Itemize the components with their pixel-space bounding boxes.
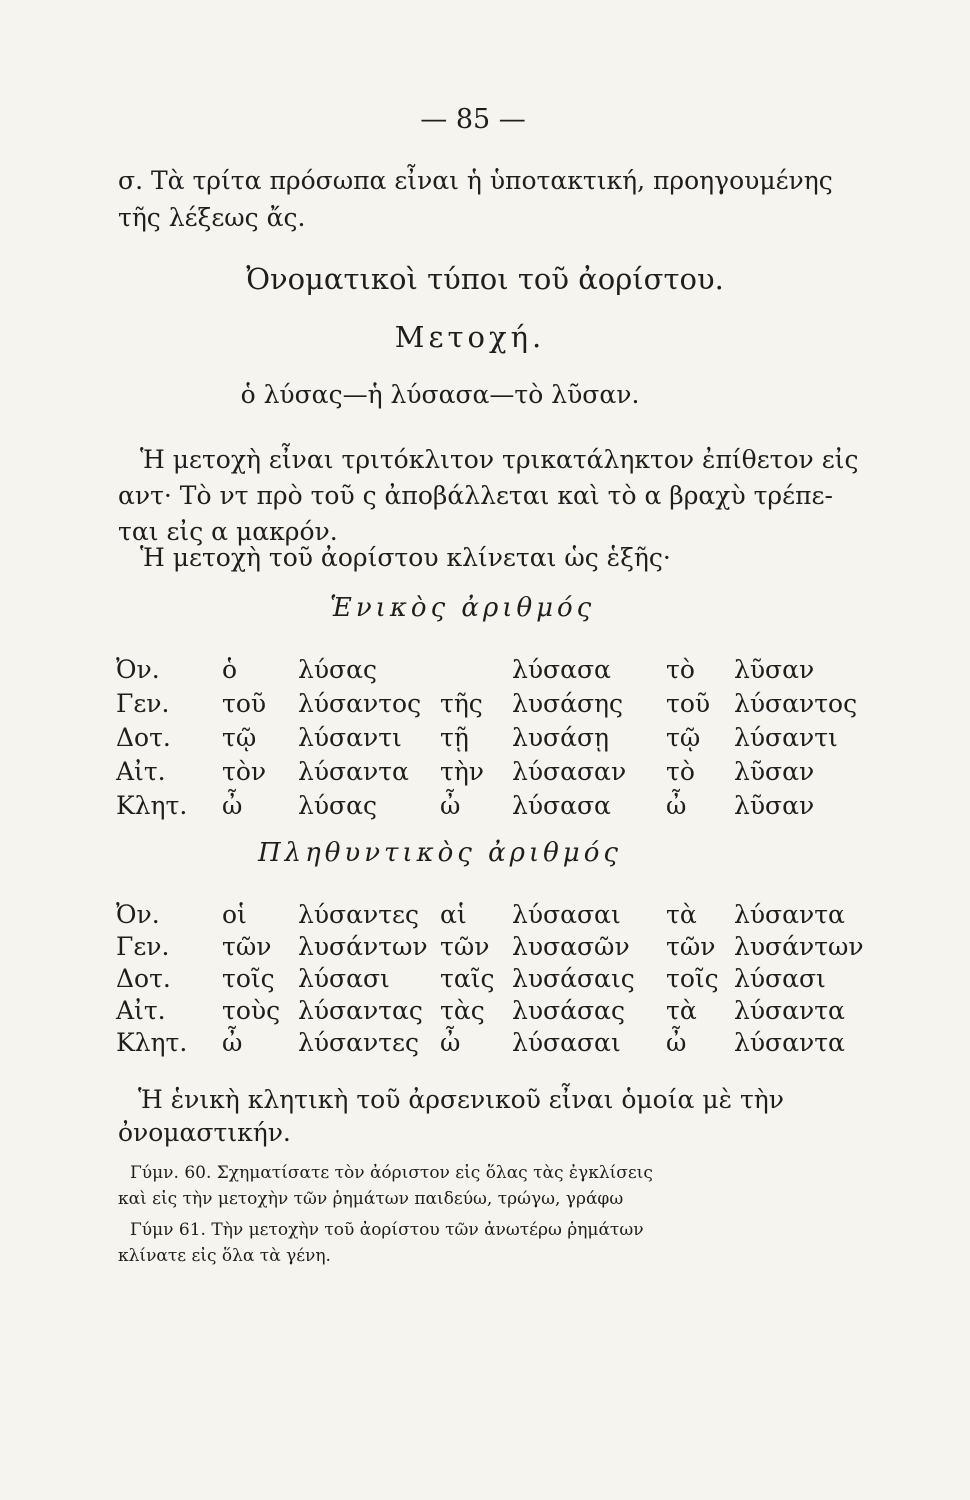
plural-row5-fem-form: λύσασαι (512, 1028, 621, 1057)
plural-row5-masc-form: λύσαντες (298, 1028, 419, 1057)
singular-row4-neut-form: λῦσαν (734, 757, 815, 786)
singular-row2-masc-article: τοῦ (222, 689, 267, 718)
singular-row2-neut-article: τοῦ (666, 689, 711, 718)
plural-row2-masc-form: λυσάντων (298, 932, 428, 961)
exercise-61-line1: Γύμν 61. Τὴν μετοχὴν τοῦ ἀορίστου τῶν ἀνωτέρω ῥημάτων (130, 1220, 644, 1240)
plural-row3-fem-form: λυσάσαις (512, 964, 635, 993)
para2-line3: ται εἰς α μακρόν. (118, 517, 338, 546)
plural-row2-neut-form: λυσάντων (734, 932, 864, 961)
singular-row5-masc-form: λύσας (298, 791, 377, 820)
plural-row2-case-label: Γεν. (116, 932, 170, 961)
singular-heading: Ἑνικὸς ἀριθμός (330, 593, 596, 623)
plural-row4-case-label: Αἰτ. (116, 996, 166, 1025)
singular-row4-masc-form: λύσαντα (298, 757, 409, 786)
singular-row2-fem-form: λυσάσης (512, 689, 624, 718)
plural-row2-neut-article: τῶν (666, 932, 716, 961)
plural-row3-neut-form: λύσασι (734, 964, 826, 993)
para2-line1: Ἡ μετοχὴ εἶναι τριτόκλιτον τρικατάληκτον ἐπίθετον εἰς (140, 445, 859, 474)
forms-line: ὁ λύσας—ἡ λύσασα—τὸ λῦσαν. (240, 380, 640, 409)
singular-row5-case-label: Κλητ. (116, 791, 188, 820)
para4-line2: ὀνομαστικήν. (118, 1118, 291, 1147)
plural-row2-masc-article: τῶν (222, 932, 272, 961)
plural-row3-case-label: Δοτ. (116, 964, 171, 993)
plural-row4-masc-article: τοὺς (222, 996, 281, 1025)
para4-line1: Ἡ ἑνικὴ κλητικὴ τοῦ ἀρσενικοῦ εἶναι ὁμοία μὲ τὴν (138, 1085, 784, 1114)
plural-row1-neut-article: τὰ (666, 900, 697, 929)
singular-row1-masc-form: λύσας (298, 655, 377, 684)
singular-row4-neut-article: τὸ (666, 757, 695, 786)
singular-row4-case-label: Αἰτ. (116, 757, 166, 786)
singular-row1-case-label: Ὀν. (116, 655, 160, 684)
page-number: — 85 — (420, 104, 526, 135)
exercise-60-line2: καὶ εἰς τὴν μετοχὴν τῶν ῥημάτων παιδεύω, τρώγω, γράφω (118, 1189, 624, 1209)
plural-row4-fem-form: λυσάσας (512, 996, 625, 1025)
para3-line: Ἡ μετοχὴ τοῦ ἀορίστου κλίνεται ὡς ἑξῆς· (140, 543, 671, 572)
plural-row3-neut-article: τοῖς (666, 964, 719, 993)
singular-row3-fem-form: λυσάσῃ (512, 723, 610, 752)
singular-row5-neut-article: ὦ (666, 791, 687, 820)
plural-row5-fem-article: ὦ (440, 1028, 461, 1057)
singular-row2-case-label: Γεν. (116, 689, 170, 718)
singular-row4-fem-form: λύσασαν (512, 757, 627, 786)
singular-row1-fem-form: λύσασα (512, 655, 611, 684)
plural-row1-neut-form: λύσαντα (734, 900, 845, 929)
plural-row2-fem-article: τῶν (440, 932, 490, 961)
plural-row5-neut-article: ὦ (666, 1028, 687, 1057)
singular-row3-neut-form: λύσαντι (734, 723, 838, 752)
singular-row3-masc-form: λύσαντι (298, 723, 402, 752)
plural-row3-masc-article: τοῖς (222, 964, 275, 993)
plural-row4-neut-article: τὰ (666, 996, 697, 1025)
singular-row2-neut-form: λύσαντος (734, 689, 858, 718)
singular-row1-masc-article: ὁ (222, 655, 238, 684)
plural-row5-neut-form: λύσαντα (734, 1028, 845, 1057)
plural-heading: Πληθυντικὸς ἀριθμός (258, 838, 622, 868)
plural-row2-fem-form: λυσασῶν (512, 932, 630, 961)
singular-row3-fem-article: τῇ (440, 723, 469, 752)
plural-row1-masc-form: λύσαντες (298, 900, 419, 929)
plural-row1-masc-article: οἱ (222, 900, 247, 929)
singular-row3-neut-article: τῷ (666, 723, 701, 752)
plural-row5-case-label: Κλητ. (116, 1028, 188, 1057)
singular-row3-masc-article: τῷ (222, 723, 257, 752)
singular-row5-fem-article: ὦ (440, 791, 461, 820)
singular-row5-masc-article: ὦ (222, 791, 243, 820)
exercise-60-line1: Γύμν. 60. Σχηματίσατε τὸν ἀόριστον εἰς ὅλας τὰς ἐγκλίσεις (130, 1163, 653, 1183)
singular-row2-fem-article: τῆς (440, 689, 483, 718)
exercise-61-line2: κλίνατε εἰς ὅλα τὰ γένη. (118, 1246, 331, 1266)
plural-row4-neut-form: λύσαντα (734, 996, 845, 1025)
plural-row5-masc-article: ὦ (222, 1028, 243, 1057)
plural-row1-fem-form: λύσασαι (512, 900, 621, 929)
plural-row3-masc-form: λύσασι (298, 964, 390, 993)
para2-line2: αντ· Τὸ ντ πρὸ τοῦ ς ἀποβάλλεται καὶ τὸ α βραχὺ τρέπε- (118, 481, 833, 510)
para1-line2: τῆς λέξεως ἄς. (118, 203, 306, 232)
plural-row3-fem-article: ταῖς (440, 964, 495, 993)
para1-line1: σ. Τὰ τρίτα πρόσωπα εἶναι ἡ ὑποτακτική, προηγουμένης (118, 166, 833, 195)
singular-row4-masc-article: τὸν (222, 757, 267, 786)
singular-row1-neut-article: τὸ (666, 655, 695, 684)
plural-row1-case-label: Ὀν. (116, 900, 160, 929)
singular-row4-fem-article: τὴν (440, 757, 485, 786)
plural-row4-fem-article: τὰς (440, 996, 485, 1025)
singular-row2-masc-form: λύσαντος (298, 689, 422, 718)
singular-row3-case-label: Δοτ. (116, 723, 171, 752)
singular-row1-neut-form: λῦσαν (734, 655, 815, 684)
singular-row5-fem-form: λύσασα (512, 791, 611, 820)
subsection-title: Μετοχή. (394, 320, 546, 354)
plural-row1-fem-article: αἱ (440, 900, 467, 929)
section-title: Ὀνοματικοὶ τύποι τοῦ ἀορίστου. (246, 262, 724, 296)
singular-row5-neut-form: λῦσαν (734, 791, 815, 820)
plural-row4-masc-form: λύσαντας (298, 996, 423, 1025)
